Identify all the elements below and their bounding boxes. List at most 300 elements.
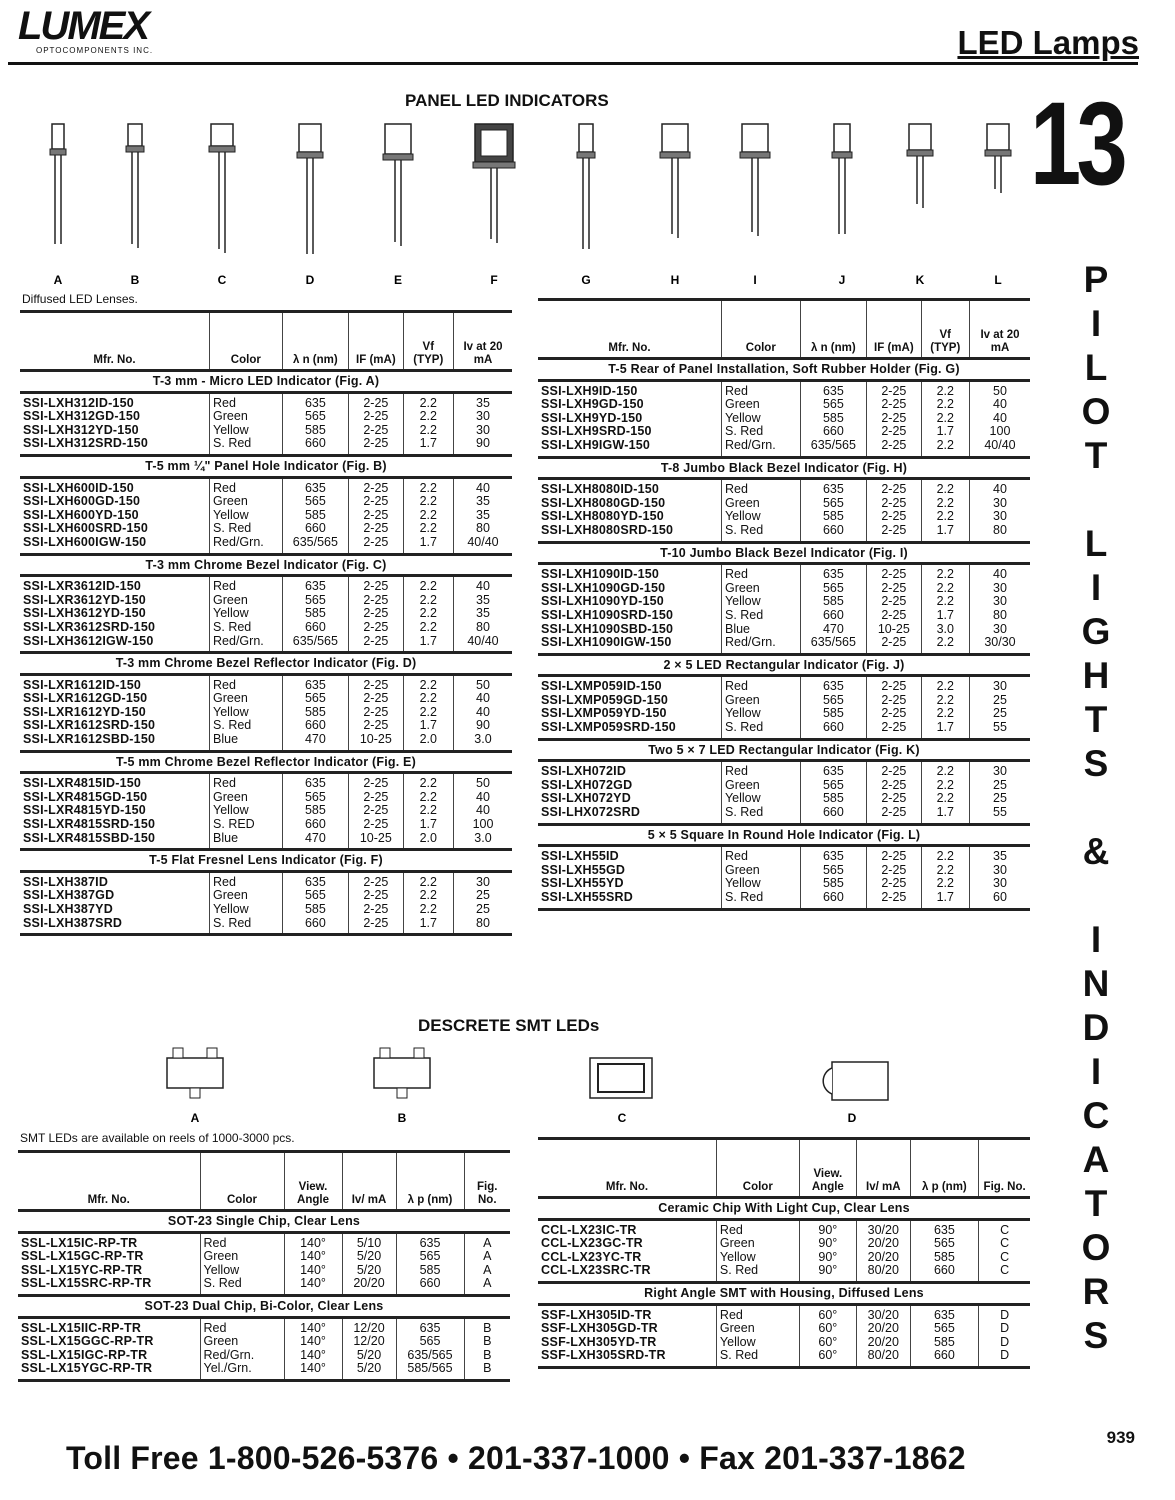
led-bezel — [209, 146, 235, 152]
cell-value: 2.2 — [419, 888, 437, 903]
column-header: Iv at 20 mA — [453, 312, 512, 371]
table-cell-column — [20, 871, 210, 934]
cell-value: 2.2 — [936, 679, 954, 694]
vertical-letter: T — [1084, 699, 1108, 740]
smt-body — [832, 1062, 888, 1100]
cell-value: 2-25 — [881, 594, 907, 609]
cell-value: 635/565 — [292, 633, 338, 648]
table-cell-column — [349, 576, 403, 653]
logo-subtitle: OPTOCOMPONENTS INC. — [36, 46, 154, 55]
cell-value: 1.7 — [936, 424, 954, 439]
column-header: Color — [210, 312, 283, 371]
cell-value: 2-25 — [363, 579, 389, 594]
figure-label: F — [490, 273, 498, 287]
panel-table-left — [20, 310, 512, 936]
cell-value: 635/565 — [407, 1347, 453, 1362]
table-row — [20, 392, 512, 455]
table-row — [538, 676, 1030, 739]
cell-value: 565 — [304, 789, 326, 804]
table-row — [538, 1304, 1030, 1367]
cell-value: 2.2 — [419, 579, 437, 594]
cell-value: 585 — [822, 509, 844, 524]
cell-value: 5/10 — [356, 1235, 382, 1250]
vertical-letter: T — [1084, 1183, 1108, 1224]
vertical-letter — [1070, 786, 1122, 830]
cell-value: SSI-LXR1612GD-150 — [23, 691, 148, 706]
cell-value: SSI-LXH9ID-150 — [541, 383, 638, 398]
cell-value: CCL-LX23YC-TR — [541, 1249, 642, 1264]
cell-value: 30 — [476, 422, 490, 437]
cell-value: 2-25 — [363, 776, 389, 791]
cell-value: Red — [213, 480, 236, 495]
cell-value: 2-25 — [881, 383, 907, 398]
vertical-letter: R — [1082, 1271, 1110, 1312]
cell-value: 565 — [822, 692, 844, 707]
group-title-row — [18, 1295, 510, 1317]
cell-value: 2-25 — [363, 718, 389, 733]
cell-value: SSI-LXH312YD-150 — [23, 422, 139, 437]
cell-value: 1.7 — [936, 522, 954, 537]
table-cell-column — [403, 871, 453, 934]
cell-value: 10-25 — [877, 621, 910, 636]
cell-value: 2-25 — [363, 902, 389, 916]
cell-value: 565 — [822, 495, 844, 510]
table-cell-column — [282, 392, 349, 455]
cell-value: 80/20 — [867, 1348, 899, 1363]
cell-value: 2-25 — [363, 677, 389, 692]
cell-value: Green — [724, 777, 760, 792]
cell-value: S. Red — [213, 718, 252, 733]
cell-value: 2.2 — [419, 874, 437, 889]
table-cell-column — [282, 871, 349, 934]
cell-value: SSL-LX15YGC-RP-TR — [21, 1361, 153, 1376]
led-lens — [987, 124, 1009, 150]
table-row — [20, 674, 512, 751]
cell-value: 1.7 — [419, 718, 437, 733]
cell-value: 2.2 — [419, 592, 437, 607]
group-title: T-5 mm Chrome Bezel Reflector Indicator (Fig. E) — [20, 751, 512, 773]
cell-value: 2.2 — [419, 507, 437, 522]
cell-value: 60° — [818, 1321, 838, 1336]
cell-value: SSF-LXH305YD-TR — [541, 1334, 657, 1349]
cell-value: 635 — [419, 1235, 441, 1250]
cell-value: SSI-LXH600SRD-150 — [23, 521, 148, 536]
table-header-row — [18, 1152, 510, 1211]
cell-value: 30 — [993, 580, 1007, 595]
led-figure — [985, 124, 1011, 287]
group-title: T-3 mm Chrome Bezel Indicator (Fig. C) — [20, 554, 512, 576]
cell-value: 2-25 — [881, 862, 907, 877]
page-number: 939 — [1106, 1428, 1135, 1447]
group-title: SOT-23 Dual Chip, Bi-Color, Clear Lens — [18, 1295, 510, 1317]
cell-value: 2.2 — [936, 706, 954, 721]
cell-value: 1.7 — [419, 633, 437, 648]
cell-value: 25 — [993, 706, 1007, 721]
cell-value: SSI-LXH9YD-150 — [541, 410, 643, 425]
header-divider — [8, 62, 1138, 65]
cell-value: S. Red — [724, 805, 764, 820]
cell-value: 2.2 — [419, 902, 437, 916]
cell-value: 470 — [822, 621, 844, 636]
cell-value: SSI-LXH600IGW-150 — [23, 534, 147, 549]
cell-value: 635 — [822, 482, 844, 497]
cell-value: 585 — [822, 706, 844, 721]
cell-value: 25 — [993, 692, 1007, 707]
table-cell-column — [453, 477, 512, 554]
cell-value: SSI-LXH600ID-150 — [23, 480, 134, 495]
vertical-letter: N — [1082, 963, 1110, 1004]
cell-value: 565 — [933, 1236, 955, 1251]
smt-figure — [590, 1058, 652, 1125]
cell-value: 40 — [476, 789, 490, 804]
cell-value: 635 — [933, 1222, 955, 1237]
led-figure — [740, 124, 770, 287]
cell-value: 2.2 — [936, 594, 954, 609]
cell-value: C — [1000, 1263, 1010, 1278]
cell-value: 2.2 — [419, 521, 437, 536]
group-title: 5 × 5 Square In Round Hole Indicator (Fig. L) — [538, 824, 1030, 846]
cell-value: 2.2 — [419, 409, 437, 424]
cell-value: 2-25 — [881, 607, 907, 622]
cell-value: SSI-LXH312ID-150 — [23, 395, 134, 410]
cell-value: 585/565 — [407, 1361, 453, 1376]
cell-value: Yellow — [724, 509, 761, 524]
cell-value: 2-25 — [881, 849, 907, 864]
table-row — [538, 479, 1030, 542]
cell-value: SSL-LX15IGC-RP-TR — [21, 1347, 148, 1362]
cell-value: SSL-LX15GC-RP-TR — [21, 1249, 144, 1264]
table-cell-column — [538, 479, 721, 542]
cell-value: 2-25 — [881, 805, 907, 820]
led-lens — [662, 124, 688, 152]
cell-value: 2-25 — [363, 888, 389, 903]
cell-value: 40/40 — [984, 437, 1016, 452]
table-cell-column — [721, 564, 800, 655]
cell-value: A — [483, 1262, 492, 1277]
cell-value: 2.2 — [936, 849, 954, 864]
cell-value: Green — [203, 1334, 239, 1349]
cell-value: SSI-LXH8080GD-150 — [541, 495, 666, 510]
table-cell-column — [867, 479, 921, 542]
cell-value: 2-25 — [363, 704, 389, 719]
cell-value: 3.0 — [936, 621, 954, 636]
cell-value: SSI-LXH387GD — [23, 888, 115, 903]
cell-value: SSI-LXH55SRD — [541, 890, 634, 904]
cell-value: 50 — [476, 677, 490, 692]
lumex-logo — [18, 6, 228, 62]
table-cell-column — [969, 676, 1030, 739]
table-cell-column — [538, 761, 721, 824]
cell-value: SSI-LXR4815GD-150 — [23, 789, 148, 804]
cell-value: 35 — [476, 507, 490, 522]
led-bezel — [985, 150, 1011, 156]
cell-value: 30 — [993, 594, 1007, 609]
table-row — [20, 477, 512, 554]
group-title: T-3 mm - Micro LED Indicator (Fig. A) — [20, 371, 512, 393]
cell-value: 40 — [993, 397, 1007, 412]
cell-value: A — [483, 1235, 492, 1250]
cell-value: Green — [213, 789, 248, 804]
cell-value: SSI-LXR1612SRD-150 — [23, 718, 156, 733]
cell-value: 2-25 — [881, 580, 907, 595]
cell-value: 585 — [304, 902, 326, 916]
cell-value: 2-25 — [881, 791, 907, 806]
cell-value: 2.2 — [936, 410, 954, 425]
cell-value: 2.2 — [936, 692, 954, 707]
column-header: Vf (TYP) — [403, 312, 453, 371]
cell-value: 30/20 — [867, 1222, 899, 1237]
cell-value: 30/20 — [867, 1307, 899, 1322]
led-bezel — [907, 150, 933, 156]
table-cell-column — [284, 1317, 342, 1380]
cell-value: 100 — [472, 817, 494, 832]
cell-value: 660 — [304, 915, 326, 930]
figure-label: C — [617, 1111, 627, 1125]
table-cell-column — [857, 1219, 910, 1282]
cell-value: 140° — [300, 1235, 326, 1250]
panel-led-figures — [20, 114, 1040, 294]
cell-value: 35 — [993, 849, 1007, 864]
cell-value: 635 — [933, 1307, 955, 1322]
cell-value: 2-25 — [363, 494, 389, 509]
cell-value: 30 — [993, 621, 1007, 636]
column-header: IF (mA) — [349, 312, 403, 371]
cell-value: SSI-LXH3612IGW-150 — [23, 633, 154, 648]
table-cell-column — [921, 479, 969, 542]
cell-value: 2-25 — [881, 495, 907, 510]
cell-value: Red — [213, 874, 236, 889]
cell-value: 30/30 — [984, 635, 1016, 650]
group-title-row — [538, 359, 1030, 381]
table-cell-column — [716, 1219, 799, 1282]
cell-value: 25 — [476, 902, 490, 916]
cell-value: 30 — [993, 509, 1007, 524]
cell-value: 660 — [822, 522, 844, 537]
cell-value: 565 — [822, 862, 844, 877]
cell-value: SSI-LXR3612YD-150 — [23, 592, 146, 607]
cell-value: 565 — [304, 691, 326, 706]
table-header-row — [20, 312, 512, 371]
group-title-row — [20, 850, 512, 872]
cell-value: 2.2 — [419, 606, 437, 621]
cell-value: Yellow — [213, 606, 249, 621]
table-cell-column — [800, 846, 867, 909]
cell-value: B — [483, 1347, 492, 1362]
cell-value: 565 — [419, 1249, 441, 1264]
cell-value: Red — [724, 849, 748, 864]
cell-value: 2.2 — [936, 397, 954, 412]
cell-value: SSI-LXH1090SBD-150 — [541, 621, 674, 636]
cell-value: SSL-LX15IIC-RP-TR — [21, 1320, 142, 1335]
vertical-letter: P — [1083, 259, 1109, 300]
table-cell-column — [210, 576, 283, 653]
cell-value: SSI-LXH3612YD-150 — [23, 606, 146, 621]
cell-value: Yellow — [213, 902, 249, 916]
table-cell-column — [969, 380, 1030, 457]
cell-value: 2.2 — [419, 480, 437, 495]
cell-value: CCL-LX23IC-TR — [541, 1222, 637, 1237]
group-title-row — [20, 371, 512, 393]
cell-value: 60° — [818, 1307, 838, 1322]
vertical-letter: S — [1083, 1315, 1109, 1356]
cell-value: S. Red — [213, 915, 252, 930]
cell-value: 3.0 — [474, 732, 492, 747]
cell-value: 2.0 — [419, 830, 437, 845]
table-cell-column — [800, 676, 867, 739]
cell-value: 30 — [993, 876, 1007, 891]
smt-cup — [598, 1064, 644, 1092]
panel-section-title: PANEL LED INDICATORS — [405, 91, 609, 110]
smt-body — [167, 1058, 223, 1088]
cell-value: Red — [724, 482, 748, 497]
cell-value: 660 — [822, 805, 844, 820]
cell-value: Red — [719, 1307, 743, 1322]
cell-value: 40/40 — [467, 633, 499, 648]
cell-value: 30 — [476, 874, 490, 889]
table-cell-column — [969, 846, 1030, 909]
cell-value: 1.7 — [936, 890, 954, 904]
cell-value: SSI-LXH55GD — [541, 862, 626, 877]
cell-value: 660 — [822, 890, 844, 904]
table-cell-column — [453, 773, 512, 850]
table-header-row — [538, 1139, 1030, 1198]
table-cell-column — [979, 1304, 1030, 1367]
smt-pad — [380, 1048, 390, 1058]
cell-value: 2.2 — [419, 776, 437, 791]
table-cell-column — [210, 871, 283, 934]
cell-value: 140° — [300, 1334, 326, 1349]
cell-value: 2-25 — [881, 424, 907, 439]
cell-value: SSI-LXH9SRD-150 — [541, 424, 652, 439]
column-header: Color — [200, 1152, 284, 1211]
table-cell-column — [18, 1317, 200, 1380]
group-title-row — [20, 653, 512, 675]
smt-body — [374, 1058, 430, 1088]
cell-value: 660 — [822, 720, 844, 735]
column-header: Color — [716, 1139, 799, 1198]
cell-value: 40 — [993, 410, 1007, 425]
table-cell-column — [403, 773, 453, 850]
table-cell-column — [342, 1317, 396, 1380]
table-cell-column — [453, 674, 512, 751]
cell-value: SSI-LXH8080SRD-150 — [541, 522, 674, 537]
cell-value: 2-25 — [363, 789, 389, 804]
table-cell-column — [282, 477, 349, 554]
cell-value: 90 — [476, 436, 490, 451]
cell-value: 35 — [476, 592, 490, 607]
cell-value: 2-25 — [881, 764, 907, 779]
smt-table-left — [18, 1150, 510, 1382]
cell-value: SSI-LXH9IGW-150 — [541, 437, 651, 452]
cell-value: SSI-LXH600GD-150 — [23, 494, 141, 509]
vertical-letter: I — [1090, 567, 1102, 608]
group-title: Ceramic Chip With Light Cup, Clear Lens — [538, 1198, 1030, 1220]
cell-value: Yellow — [719, 1249, 756, 1264]
cell-value: D — [1000, 1334, 1010, 1349]
group-title: T-5 Rear of Panel Installation, Soft Rubber Holder (Fig. G) — [538, 359, 1030, 381]
table-cell-column — [210, 477, 283, 554]
cell-value: SSI-LXR1612YD-150 — [23, 704, 146, 719]
cell-value: 2-25 — [881, 679, 907, 694]
cell-value: S. Red — [719, 1263, 759, 1278]
cell-value: 12/20 — [353, 1334, 385, 1349]
cell-value: 2-25 — [881, 706, 907, 721]
table-row — [18, 1232, 510, 1295]
cell-value: 585 — [304, 422, 326, 437]
page-title: LED Lamps — [957, 24, 1139, 61]
vertical-letter: C — [1082, 1095, 1110, 1136]
cell-value: 2.2 — [936, 567, 954, 582]
cell-value: Yellow — [213, 507, 249, 522]
cell-value: 635 — [822, 383, 844, 398]
cell-value: 5/20 — [356, 1347, 382, 1362]
column-header: Mfr. No. — [20, 312, 210, 371]
cell-value: 2-25 — [881, 482, 907, 497]
cell-value: 30 — [993, 495, 1007, 510]
led-lens — [299, 124, 321, 152]
table-cell-column — [403, 477, 453, 554]
cell-value: Red — [724, 764, 748, 779]
cell-value: Red/Grn. — [213, 534, 264, 549]
vertical-letter: I — [1090, 919, 1102, 960]
vertical-letter: S — [1083, 743, 1109, 784]
cell-value: Red — [203, 1235, 227, 1250]
column-header: Fig. No. — [464, 1152, 510, 1211]
vertical-letter: H — [1082, 655, 1110, 696]
cell-value: 635 — [822, 764, 844, 779]
cell-value: 25 — [993, 791, 1007, 806]
cell-value: 20/20 — [867, 1334, 899, 1349]
cell-value: 140° — [300, 1361, 326, 1376]
cell-value: SSI-LXH1090IGW-150 — [541, 635, 672, 650]
table-cell-column — [349, 871, 403, 934]
cell-value: 40 — [476, 579, 490, 594]
table-row — [20, 773, 512, 850]
cell-value: 2.2 — [936, 764, 954, 779]
cell-value: D — [1000, 1321, 1010, 1336]
cell-value: Red/Grn. — [203, 1347, 255, 1362]
cell-value: 25 — [993, 777, 1007, 792]
cell-value: B — [483, 1320, 492, 1335]
cell-value: 12/20 — [353, 1320, 385, 1335]
cell-value: 635/565 — [292, 534, 338, 549]
column-header: Mfr. No. — [538, 1139, 716, 1198]
cell-value: Green — [724, 495, 760, 510]
cell-value: 40 — [476, 803, 490, 818]
cell-value: 585 — [822, 876, 844, 891]
table-cell-column — [20, 477, 210, 554]
cell-value: 2.2 — [419, 677, 437, 692]
cell-value: 5/20 — [356, 1249, 382, 1264]
cell-value: Yellow — [724, 876, 761, 891]
cell-value: SSI-LXR1612ID-150 — [23, 677, 142, 692]
led-figure — [473, 124, 515, 287]
table-row — [538, 380, 1030, 457]
column-header: View. Angle — [799, 1139, 856, 1198]
cell-value: 565 — [822, 777, 844, 792]
cell-value: 2-25 — [363, 422, 389, 437]
table-row — [20, 576, 512, 653]
column-header: λ p (nm) — [910, 1139, 979, 1198]
cell-value: SSI-LXR3612ID-150 — [23, 579, 142, 594]
led-bezel — [577, 152, 595, 158]
cell-value: 635 — [822, 679, 844, 694]
cell-value: SSI-LXR4815SBD-150 — [23, 830, 156, 845]
cell-value: 585 — [822, 791, 844, 806]
cell-value: Yellow — [724, 594, 761, 609]
cell-value: 2-25 — [881, 777, 907, 792]
cell-value: 635 — [822, 849, 844, 864]
